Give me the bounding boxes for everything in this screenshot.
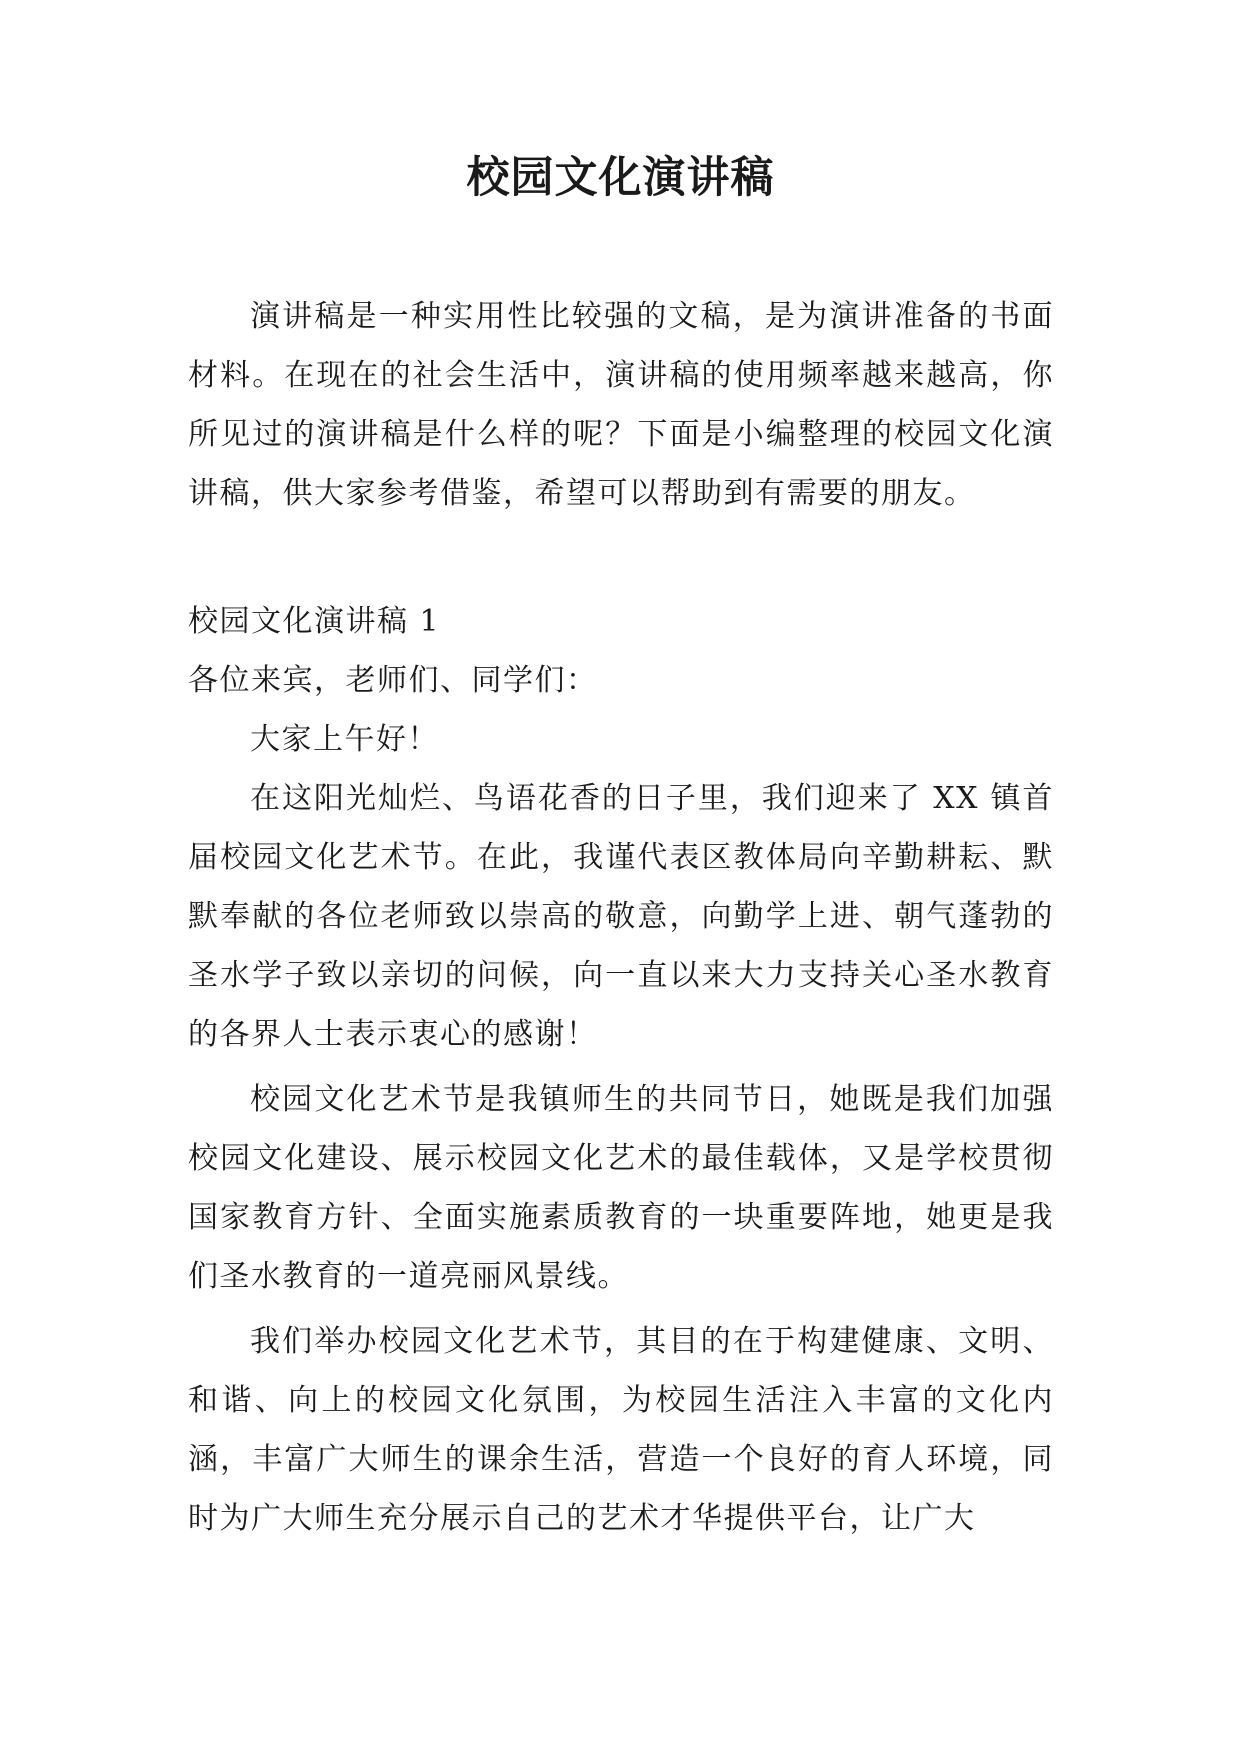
document-body — [188, 287, 1054, 1548]
salutation: 各位来宾，老师们、同学们： — [188, 663, 598, 698]
intro-paragraph: 演讲稿是一种实用性比较强的文稿，是为演讲准备的书面材料。在现在的社会生活中，演讲稿的使用频率越来越高，你所见过的演讲稿是什么样的呢？下面是小编整理的校园文化演讲稿，供大家参考借鉴，希望可以帮助到有需要的朋友。 — [188, 299, 1054, 511]
body-paragraph-1: 在这阳光灿烂、鸟语花香的日子里，我们迎来了 XX 镇首届校园文化艺术节。在此，我谨代表区教体局向辛勤耕耘、默默奉献的各位老师致以崇高的敬意，向勤学上进、朝气蓬勃的圣水学子致以亲切的问候，向一直以来大力支持关心圣水教育的各界人士表示衷心的感谢！ — [188, 781, 1054, 1052]
section-gap — [188, 523, 1054, 592]
section-heading: 校园文化演讲稿 1 — [188, 604, 441, 639]
document-title: 校园文化演讲稿 — [466, 153, 775, 203]
body-paragraph-2: 校园文化艺术节是我镇师生的共同节日，她既是我们加强校园文化建设、展示校园文化艺术的最佳载体，又是学校贯彻国家教育方针、全面实施素质教育的一块重要阵地，她更是我们圣水教育的一道亮丽风景线。 — [188, 1082, 1054, 1294]
body-paragraph-3: 我们举办校园文化艺术节，其目的在于构建健康、文明、和谐、向上的校园文化氛围，为校园生活注入丰富的文化内涵，丰富广大师生的课余生活，营造一个良好的育人环境，同时为广大师生充分展示自己的艺术才华提供平台，让广大 — [188, 1324, 1054, 1536]
greeting: 大家上午好！ — [250, 722, 439, 757]
